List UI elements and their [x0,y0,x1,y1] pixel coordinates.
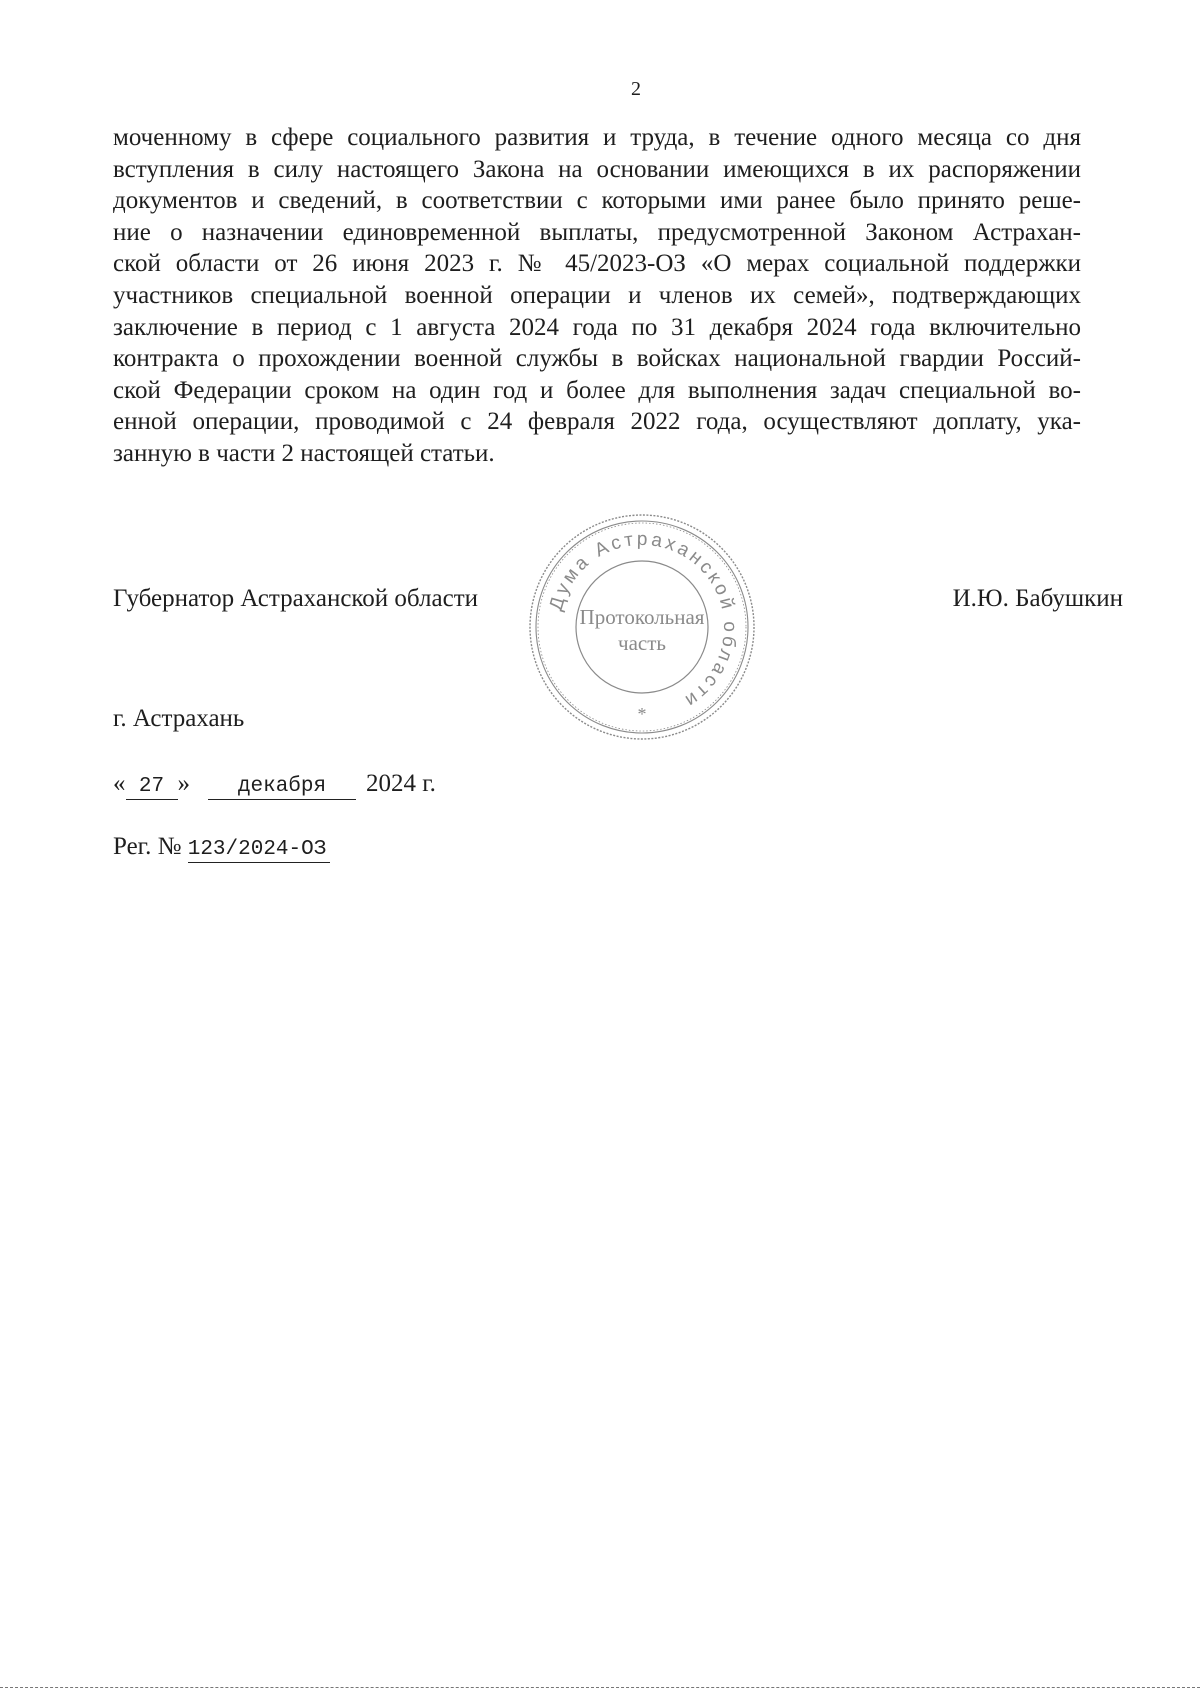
body-line: участников специальной военной операции и членов их семей», подтверждающих [113,281,1081,309]
page-number: 2 [631,78,641,100]
body-line: енной операции, проводимой с 24 февраля 2022 года, осуществляют доплату, ука- [113,408,1081,436]
page-bottom-rule [0,1687,1200,1688]
date-open-quote: « [113,770,126,797]
body-line: моченному в сфере социального развития и труда, в течение одного месяца со дня [113,124,1081,151]
date-close-quote: » [177,770,190,797]
body-line: ской Федерации сроком на один год и более для выполнения задач специальной во- [113,376,1081,404]
signing-date [113,770,436,800]
city-line: г. Астрахань [113,705,245,732]
seal-ring-text-path: Дума Астраханской области [545,528,741,713]
registration-number: 123/2024-ОЗ [188,838,331,863]
date-day: 27 [126,775,178,800]
seal-star: * [637,704,647,724]
body-line: ние о назначении единовременной выплаты, предусмотренной Законом Астрахан- [113,218,1081,246]
official-seal-stamp [524,509,760,745]
law-body-text [113,122,1081,470]
governor-name: И.Ю. Бабушкин [952,585,1123,612]
registration-line [113,833,330,863]
body-line: вступления в силу настоящего Закона на основании имеющихся в их распоряжении [113,155,1081,183]
seal-center-line-2: часть [618,631,666,655]
seal-center-line-1: Протокольная [579,605,705,629]
body-line: контракта о прохождении военной службы в войсках национальной гвардии Россий- [113,345,1081,373]
date-month: декабря [208,775,356,800]
body-line: документов и сведений, в соответствии с которыми ими ранее было принято реше- [113,187,1081,215]
registration-label: Рег. № [113,833,182,860]
body-line: ской области от 26 июня 2023 г. № 45/2023-ОЗ «О мерах социальной поддержки [113,250,1081,278]
body-line: заключение в период с 1 августа 2024 года по 31 декабря 2024 года включительно [113,313,1081,341]
governor-title: Губернатор Астраханской области [113,585,479,612]
body-line-last: занную в части 2 настоящей статьи. [113,439,495,467]
date-year: 2024 г. [366,770,436,797]
